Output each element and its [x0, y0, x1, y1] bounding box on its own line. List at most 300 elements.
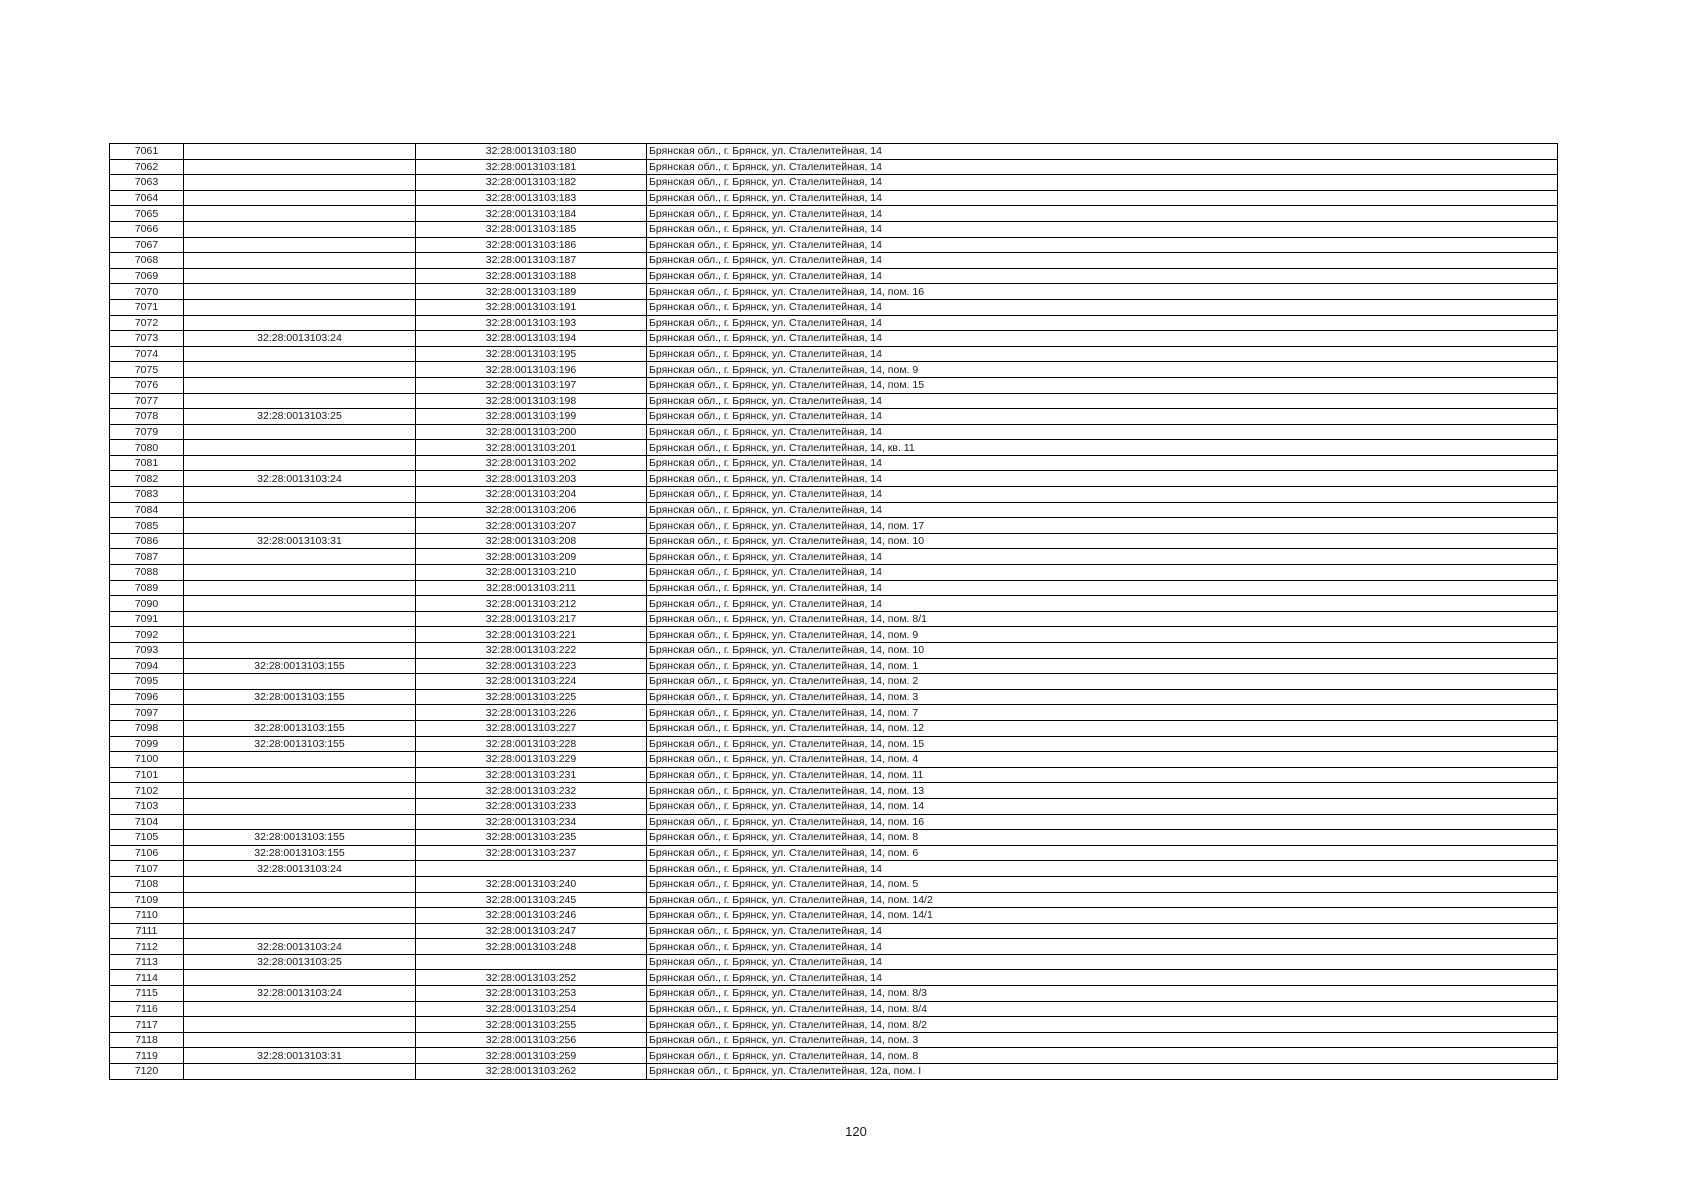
row-number-cell: 7109 [110, 892, 184, 908]
row-number-cell: 7106 [110, 845, 184, 861]
address-cell: Брянская обл., г. Брянск, ул. Сталелитейная, 14, пом. 11 [647, 767, 1558, 783]
row-number-cell: 7067 [110, 237, 184, 253]
address-cell: Брянская обл., г. Брянск, ул. Сталелитейная, 14 [647, 346, 1558, 362]
parcel-cadastral-number-cell: 32:28:0013103:25 [184, 409, 416, 425]
table-row [110, 596, 1558, 612]
table-row [110, 1032, 1558, 1048]
table-row [110, 861, 1558, 877]
parcel-cadastral-number-cell [184, 502, 416, 518]
parcel-cadastral-number-cell [184, 767, 416, 783]
object-cadastral-number-cell: 32:28:0013103:180 [416, 144, 647, 160]
row-number-cell: 7075 [110, 362, 184, 378]
row-number-cell: 7118 [110, 1032, 184, 1048]
parcel-cadastral-number-cell [184, 159, 416, 175]
parcel-cadastral-number-cell [184, 1001, 416, 1017]
parcel-cadastral-number-cell [184, 284, 416, 300]
parcel-cadastral-number-cell [184, 440, 416, 456]
parcel-cadastral-number-cell [184, 1017, 416, 1033]
object-cadastral-number-cell: 32:28:0013103:234 [416, 814, 647, 830]
parcel-cadastral-number-cell [184, 596, 416, 612]
address-cell: Брянская обл., г. Брянск, ул. Сталелитейная, 12а, пом. I [647, 1064, 1558, 1080]
object-cadastral-number-cell: 32:28:0013103:184 [416, 206, 647, 222]
row-number-cell: 7066 [110, 221, 184, 237]
table-row [110, 705, 1558, 721]
table-row [110, 362, 1558, 378]
row-number-cell: 7101 [110, 767, 184, 783]
table-row [110, 689, 1558, 705]
row-number-cell: 7085 [110, 518, 184, 534]
address-cell: Брянская обл., г. Брянск, ул. Сталелитейная, 14 [647, 221, 1558, 237]
table-row [110, 144, 1558, 160]
parcel-cadastral-number-cell [184, 611, 416, 627]
object-cadastral-number-cell: 32:28:0013103:189 [416, 284, 647, 300]
object-cadastral-number-cell: 32:28:0013103:262 [416, 1064, 647, 1080]
parcel-cadastral-number-cell [184, 705, 416, 721]
table-row [110, 970, 1558, 986]
address-cell: Брянская обл., г. Брянск, ул. Сталелитейная, 14 [647, 502, 1558, 518]
address-cell: Брянская обл., г. Брянск, ул. Сталелитейная, 14 [647, 299, 1558, 315]
row-number-cell: 7107 [110, 861, 184, 877]
parcel-cadastral-number-cell [184, 299, 416, 315]
address-cell: Брянская обл., г. Брянск, ул. Сталелитейная, 14, пом. 15 [647, 377, 1558, 393]
table-row [110, 1017, 1558, 1033]
parcel-cadastral-number-cell [184, 393, 416, 409]
object-cadastral-number-cell: 32:28:0013103:188 [416, 268, 647, 284]
address-cell: Брянская обл., г. Брянск, ул. Сталелитейная, 14 [647, 549, 1558, 565]
table-row [110, 533, 1558, 549]
parcel-cadastral-number-cell [184, 362, 416, 378]
parcel-cadastral-number-cell [184, 674, 416, 690]
row-number-cell: 7090 [110, 596, 184, 612]
parcel-cadastral-number-cell: 32:28:0013103:155 [184, 845, 416, 861]
parcel-cadastral-number-cell [184, 253, 416, 269]
row-number-cell: 7086 [110, 533, 184, 549]
table-row [110, 876, 1558, 892]
object-cadastral-number-cell: 32:28:0013103:202 [416, 455, 647, 471]
table-row [110, 611, 1558, 627]
address-cell: Брянская обл., г. Брянск, ул. Сталелитейная, 14, пом. 8 [647, 1048, 1558, 1064]
parcel-cadastral-number-cell: 32:28:0013103:155 [184, 720, 416, 736]
table-row [110, 627, 1558, 643]
address-cell: Брянская обл., г. Брянск, ул. Сталелитейная, 14 [647, 253, 1558, 269]
row-number-cell: 7081 [110, 455, 184, 471]
address-cell: Брянская обл., г. Брянск, ул. Сталелитейная, 14 [647, 409, 1558, 425]
row-number-cell: 7108 [110, 876, 184, 892]
parcel-cadastral-number-cell: 32:28:0013103:24 [184, 861, 416, 877]
row-number-cell: 7120 [110, 1064, 184, 1080]
table-row [110, 502, 1558, 518]
table-row [110, 315, 1558, 331]
parcel-cadastral-number-cell [184, 814, 416, 830]
registry-table-body [110, 144, 1558, 1080]
address-cell: Брянская обл., г. Брянск, ул. Сталелитейная, 14, пом. 6 [647, 845, 1558, 861]
address-cell: Брянская обл., г. Брянск, ул. Сталелитейная, 14, пом. 1 [647, 658, 1558, 674]
row-number-cell: 7091 [110, 611, 184, 627]
row-number-cell: 7070 [110, 284, 184, 300]
row-number-cell: 7099 [110, 736, 184, 752]
object-cadastral-number-cell: 32:28:0013103:211 [416, 580, 647, 596]
parcel-cadastral-number-cell [184, 908, 416, 924]
object-cadastral-number-cell: 32:28:0013103:255 [416, 1017, 647, 1033]
object-cadastral-number-cell: 32:28:0013103:194 [416, 331, 647, 347]
table-row [110, 284, 1558, 300]
row-number-cell: 7068 [110, 253, 184, 269]
table-row [110, 1064, 1558, 1080]
parcel-cadastral-number-cell: 32:28:0013103:155 [184, 736, 416, 752]
row-number-cell: 7061 [110, 144, 184, 160]
table-row [110, 892, 1558, 908]
address-cell: Брянская обл., г. Брянск, ул. Сталелитейная, 14, пом. 3 [647, 689, 1558, 705]
parcel-cadastral-number-cell [184, 565, 416, 581]
table-row [110, 237, 1558, 253]
address-cell: Брянская обл., г. Брянск, ул. Сталелитейная, 14, пом. 8/1 [647, 611, 1558, 627]
table-row [110, 190, 1558, 206]
table-row [110, 643, 1558, 659]
object-cadastral-number-cell: 32:28:0013103:247 [416, 923, 647, 939]
row-number-cell: 7092 [110, 627, 184, 643]
object-cadastral-number-cell: 32:28:0013103:253 [416, 986, 647, 1002]
row-number-cell: 7078 [110, 409, 184, 425]
row-number-cell: 7112 [110, 939, 184, 955]
row-number-cell: 7077 [110, 393, 184, 409]
object-cadastral-number-cell: 32:28:0013103:256 [416, 1032, 647, 1048]
table-row [110, 798, 1558, 814]
table-row [110, 580, 1558, 596]
object-cadastral-number-cell: 32:28:0013103:206 [416, 502, 647, 518]
parcel-cadastral-number-cell [184, 315, 416, 331]
parcel-cadastral-number-cell [184, 627, 416, 643]
address-cell: Брянская обл., г. Брянск, ул. Сталелитейная, 14, кв. 11 [647, 440, 1558, 456]
address-cell: Брянская обл., г. Брянск, ул. Сталелитейная, 14 [647, 970, 1558, 986]
object-cadastral-number-cell: 32:28:0013103:193 [416, 315, 647, 331]
parcel-cadastral-number-cell [184, 1032, 416, 1048]
address-cell: Брянская обл., г. Брянск, ул. Сталелитейная, 14 [647, 954, 1558, 970]
table-row [110, 658, 1558, 674]
row-number-cell: 7076 [110, 377, 184, 393]
address-cell: Брянская обл., г. Брянск, ул. Сталелитейная, 14, пом. 16 [647, 284, 1558, 300]
address-cell: Брянская обл., г. Брянск, ул. Сталелитейная, 14 [647, 923, 1558, 939]
address-cell: Брянская обл., г. Брянск, ул. Сталелитейная, 14 [647, 175, 1558, 191]
row-number-cell: 7089 [110, 580, 184, 596]
table-row [110, 908, 1558, 924]
parcel-cadastral-number-cell [184, 377, 416, 393]
parcel-cadastral-number-cell: 32:28:0013103:155 [184, 830, 416, 846]
row-number-cell: 7104 [110, 814, 184, 830]
parcel-cadastral-number-cell: 32:28:0013103:31 [184, 533, 416, 549]
table-row [110, 424, 1558, 440]
parcel-cadastral-number-cell: 32:28:0013103:155 [184, 658, 416, 674]
address-cell: Брянская обл., г. Брянск, ул. Сталелитейная, 14, пом. 10 [647, 533, 1558, 549]
row-number-cell: 7110 [110, 908, 184, 924]
table-row [110, 393, 1558, 409]
table-row [110, 206, 1558, 222]
row-number-cell: 7073 [110, 331, 184, 347]
parcel-cadastral-number-cell [184, 346, 416, 362]
table-row [110, 783, 1558, 799]
object-cadastral-number-cell: 32:28:0013103:245 [416, 892, 647, 908]
address-cell: Брянская обл., г. Брянск, ул. Сталелитейная, 14, пом. 8 [647, 830, 1558, 846]
row-number-cell: 7103 [110, 798, 184, 814]
address-cell: Брянская обл., г. Брянск, ул. Сталелитейная, 14, пом. 7 [647, 705, 1558, 721]
address-cell: Брянская обл., г. Брянск, ул. Сталелитейная, 14 [647, 861, 1558, 877]
object-cadastral-number-cell: 32:28:0013103:232 [416, 783, 647, 799]
row-number-cell: 7064 [110, 190, 184, 206]
parcel-cadastral-number-cell: 32:28:0013103:24 [184, 986, 416, 1002]
object-cadastral-number-cell: 32:28:0013103:210 [416, 565, 647, 581]
address-cell: Брянская обл., г. Брянск, ул. Сталелитейная, 14, пом. 9 [647, 362, 1558, 378]
row-number-cell: 7084 [110, 502, 184, 518]
address-cell: Брянская обл., г. Брянск, ул. Сталелитейная, 14, пом. 14/1 [647, 908, 1558, 924]
table-row [110, 346, 1558, 362]
address-cell: Брянская обл., г. Брянск, ул. Сталелитейная, 14, пом. 8/2 [647, 1017, 1558, 1033]
object-cadastral-number-cell: 32:28:0013103:237 [416, 845, 647, 861]
table-row [110, 471, 1558, 487]
parcel-cadastral-number-cell [184, 923, 416, 939]
address-cell: Брянская обл., г. Брянск, ул. Сталелитейная, 14 [647, 424, 1558, 440]
row-number-cell: 7102 [110, 783, 184, 799]
address-cell: Брянская обл., г. Брянск, ул. Сталелитейная, 14 [647, 190, 1558, 206]
table-row [110, 487, 1558, 503]
table-row [110, 954, 1558, 970]
parcel-cadastral-number-cell: 32:28:0013103:155 [184, 689, 416, 705]
object-cadastral-number-cell: 32:28:0013103:195 [416, 346, 647, 362]
table-row [110, 221, 1558, 237]
address-cell: Брянская обл., г. Брянск, ул. Сталелитейная, 14 [647, 471, 1558, 487]
parcel-cadastral-number-cell [184, 206, 416, 222]
parcel-cadastral-number-cell [184, 487, 416, 503]
row-number-cell: 7119 [110, 1048, 184, 1064]
object-cadastral-number-cell [416, 954, 647, 970]
table-row [110, 377, 1558, 393]
object-cadastral-number-cell: 32:28:0013103:183 [416, 190, 647, 206]
object-cadastral-number-cell: 32:28:0013103:200 [416, 424, 647, 440]
address-cell: Брянская обл., г. Брянск, ул. Сталелитейная, 14 [647, 580, 1558, 596]
row-number-cell: 7094 [110, 658, 184, 674]
object-cadastral-number-cell: 32:28:0013103:181 [416, 159, 647, 175]
row-number-cell: 7098 [110, 720, 184, 736]
parcel-cadastral-number-cell: 32:28:0013103:31 [184, 1048, 416, 1064]
parcel-cadastral-number-cell [184, 190, 416, 206]
object-cadastral-number-cell: 32:28:0013103:228 [416, 736, 647, 752]
table-row [110, 674, 1558, 690]
address-cell: Брянская обл., г. Брянск, ул. Сталелитейная, 14, пом. 4 [647, 752, 1558, 768]
address-cell: Брянская обл., г. Брянск, ул. Сталелитейная, 14 [647, 315, 1558, 331]
address-cell: Брянская обл., г. Брянск, ул. Сталелитейная, 14, пом. 8/4 [647, 1001, 1558, 1017]
address-cell: Брянская обл., г. Брянск, ул. Сталелитейная, 14 [647, 596, 1558, 612]
table-row [110, 299, 1558, 315]
table-row [110, 253, 1558, 269]
address-cell: Брянская обл., г. Брянск, ул. Сталелитейная, 14 [647, 237, 1558, 253]
table-row [110, 331, 1558, 347]
row-number-cell: 7080 [110, 440, 184, 456]
object-cadastral-number-cell: 32:28:0013103:209 [416, 549, 647, 565]
parcel-cadastral-number-cell: 32:28:0013103:24 [184, 331, 416, 347]
object-cadastral-number-cell: 32:28:0013103:201 [416, 440, 647, 456]
object-cadastral-number-cell: 32:28:0013103:203 [416, 471, 647, 487]
table-row [110, 409, 1558, 425]
row-number-cell: 7071 [110, 299, 184, 315]
parcel-cadastral-number-cell [184, 424, 416, 440]
table-row [110, 736, 1558, 752]
address-cell: Брянская обл., г. Брянск, ул. Сталелитейная, 14, пом. 9 [647, 627, 1558, 643]
parcel-cadastral-number-cell [184, 580, 416, 596]
parcel-cadastral-number-cell [184, 876, 416, 892]
address-cell: Брянская обл., г. Брянск, ул. Сталелитейная, 14, пом. 10 [647, 643, 1558, 659]
address-cell: Брянская обл., г. Брянск, ул. Сталелитейная, 14, пом. 14/2 [647, 892, 1558, 908]
object-cadastral-number-cell: 32:28:0013103:223 [416, 658, 647, 674]
object-cadastral-number-cell: 32:28:0013103:197 [416, 377, 647, 393]
address-cell: Брянская обл., г. Брянск, ул. Сталелитейная, 14 [647, 268, 1558, 284]
object-cadastral-number-cell: 32:28:0013103:252 [416, 970, 647, 986]
row-number-cell: 7087 [110, 549, 184, 565]
object-cadastral-number-cell: 32:28:0013103:248 [416, 939, 647, 955]
object-cadastral-number-cell: 32:28:0013103:221 [416, 627, 647, 643]
object-cadastral-number-cell: 32:28:0013103:207 [416, 518, 647, 534]
object-cadastral-number-cell: 32:28:0013103:224 [416, 674, 647, 690]
table-row [110, 752, 1558, 768]
parcel-cadastral-number-cell: 32:28:0013103:24 [184, 939, 416, 955]
object-cadastral-number-cell: 32:28:0013103:199 [416, 409, 647, 425]
object-cadastral-number-cell: 32:28:0013103:226 [416, 705, 647, 721]
row-number-cell: 7113 [110, 954, 184, 970]
object-cadastral-number-cell [416, 861, 647, 877]
table-row [110, 923, 1558, 939]
row-number-cell: 7088 [110, 565, 184, 581]
table-row [110, 455, 1558, 471]
row-number-cell: 7114 [110, 970, 184, 986]
row-number-cell: 7079 [110, 424, 184, 440]
row-number-cell: 7116 [110, 1001, 184, 1017]
object-cadastral-number-cell: 32:28:0013103:231 [416, 767, 647, 783]
object-cadastral-number-cell: 32:28:0013103:182 [416, 175, 647, 191]
table-row [110, 549, 1558, 565]
address-cell: Брянская обл., г. Брянск, ул. Сталелитейная, 14, пом. 5 [647, 876, 1558, 892]
parcel-cadastral-number-cell [184, 175, 416, 191]
address-cell: Брянская обл., г. Брянск, ул. Сталелитейная, 14 [647, 331, 1558, 347]
object-cadastral-number-cell: 32:28:0013103:227 [416, 720, 647, 736]
parcel-cadastral-number-cell [184, 144, 416, 160]
address-cell: Брянская обл., г. Брянск, ул. Сталелитейная, 14, пом. 12 [647, 720, 1558, 736]
table-row [110, 1001, 1558, 1017]
row-number-cell: 7065 [110, 206, 184, 222]
parcel-cadastral-number-cell [184, 518, 416, 534]
parcel-cadastral-number-cell [184, 268, 416, 284]
parcel-cadastral-number-cell [184, 798, 416, 814]
parcel-cadastral-number-cell [184, 237, 416, 253]
object-cadastral-number-cell: 32:28:0013103:222 [416, 643, 647, 659]
object-cadastral-number-cell: 32:28:0013103:254 [416, 1001, 647, 1017]
object-cadastral-number-cell: 32:28:0013103:186 [416, 237, 647, 253]
parcel-cadastral-number-cell [184, 752, 416, 768]
object-cadastral-number-cell: 32:28:0013103:187 [416, 253, 647, 269]
table-row [110, 518, 1558, 534]
object-cadastral-number-cell: 32:28:0013103:235 [416, 830, 647, 846]
parcel-cadastral-number-cell [184, 455, 416, 471]
address-cell: Брянская обл., г. Брянск, ул. Сталелитейная, 14 [647, 206, 1558, 222]
row-number-cell: 7117 [110, 1017, 184, 1033]
address-cell: Брянская обл., г. Брянск, ул. Сталелитейная, 14, пом. 17 [647, 518, 1558, 534]
row-number-cell: 7097 [110, 705, 184, 721]
address-cell: Брянская обл., г. Брянск, ул. Сталелитейная, 14 [647, 393, 1558, 409]
address-cell: Брянская обл., г. Брянск, ул. Сталелитейная, 14, пом. 15 [647, 736, 1558, 752]
table-row [110, 720, 1558, 736]
parcel-cadastral-number-cell [184, 221, 416, 237]
table-row [110, 939, 1558, 955]
table-row [110, 845, 1558, 861]
table-row [110, 814, 1558, 830]
address-cell: Брянская обл., г. Брянск, ул. Сталелитейная, 14, пом. 8/3 [647, 986, 1558, 1002]
row-number-cell: 7074 [110, 346, 184, 362]
table-row [110, 268, 1558, 284]
row-number-cell: 7082 [110, 471, 184, 487]
parcel-cadastral-number-cell [184, 643, 416, 659]
table-row [110, 159, 1558, 175]
address-cell: Брянская обл., г. Брянск, ул. Сталелитейная, 14 [647, 455, 1558, 471]
parcel-cadastral-number-cell [184, 549, 416, 565]
row-number-cell: 7093 [110, 643, 184, 659]
table-row [110, 986, 1558, 1002]
address-cell: Брянская обл., г. Брянск, ул. Сталелитейная, 14 [647, 565, 1558, 581]
object-cadastral-number-cell: 32:28:0013103:217 [416, 611, 647, 627]
address-cell: Брянская обл., г. Брянск, ул. Сталелитейная, 14, пом. 16 [647, 814, 1558, 830]
object-cadastral-number-cell: 32:28:0013103:259 [416, 1048, 647, 1064]
object-cadastral-number-cell: 32:28:0013103:225 [416, 689, 647, 705]
object-cadastral-number-cell: 32:28:0013103:240 [416, 876, 647, 892]
address-cell: Брянская обл., г. Брянск, ул. Сталелитейная, 14 [647, 159, 1558, 175]
address-cell: Брянская обл., г. Брянск, ул. Сталелитейная, 14, пом. 2 [647, 674, 1558, 690]
registry-table [109, 143, 1558, 1080]
parcel-cadastral-number-cell [184, 970, 416, 986]
address-cell: Брянская обл., г. Брянск, ул. Сталелитейная, 14, пом. 13 [647, 783, 1558, 799]
parcel-cadastral-number-cell [184, 783, 416, 799]
row-number-cell: 7100 [110, 752, 184, 768]
parcel-cadastral-number-cell [184, 1064, 416, 1080]
object-cadastral-number-cell: 32:28:0013103:191 [416, 299, 647, 315]
table-row [110, 767, 1558, 783]
row-number-cell: 7111 [110, 923, 184, 939]
parcel-cadastral-number-cell: 32:28:0013103:25 [184, 954, 416, 970]
object-cadastral-number-cell: 32:28:0013103:212 [416, 596, 647, 612]
row-number-cell: 7063 [110, 175, 184, 191]
object-cadastral-number-cell: 32:28:0013103:204 [416, 487, 647, 503]
row-number-cell: 7072 [110, 315, 184, 331]
object-cadastral-number-cell: 32:28:0013103:233 [416, 798, 647, 814]
parcel-cadastral-number-cell [184, 892, 416, 908]
object-cadastral-number-cell: 32:28:0013103:198 [416, 393, 647, 409]
parcel-cadastral-number-cell: 32:28:0013103:24 [184, 471, 416, 487]
object-cadastral-number-cell: 32:28:0013103:208 [416, 533, 647, 549]
address-cell: Брянская обл., г. Брянск, ул. Сталелитейная, 14 [647, 487, 1558, 503]
page-number: 120 [845, 1124, 867, 1139]
object-cadastral-number-cell: 32:28:0013103:246 [416, 908, 647, 924]
table-row [110, 1048, 1558, 1064]
table-row [110, 440, 1558, 456]
row-number-cell: 7069 [110, 268, 184, 284]
object-cadastral-number-cell: 32:28:0013103:185 [416, 221, 647, 237]
address-cell: Брянская обл., г. Брянск, ул. Сталелитейная, 14 [647, 144, 1558, 160]
object-cadastral-number-cell: 32:28:0013103:196 [416, 362, 647, 378]
address-cell: Брянская обл., г. Брянск, ул. Сталелитейная, 14 [647, 939, 1558, 955]
address-cell: Брянская обл., г. Брянск, ул. Сталелитейная, 14, пом. 14 [647, 798, 1558, 814]
table-row [110, 565, 1558, 581]
row-number-cell: 7083 [110, 487, 184, 503]
object-cadastral-number-cell: 32:28:0013103:229 [416, 752, 647, 768]
row-number-cell: 7115 [110, 986, 184, 1002]
row-number-cell: 7095 [110, 674, 184, 690]
row-number-cell: 7062 [110, 159, 184, 175]
address-cell: Брянская обл., г. Брянск, ул. Сталелитейная, 14, пом. 3 [647, 1032, 1558, 1048]
table-row [110, 175, 1558, 191]
